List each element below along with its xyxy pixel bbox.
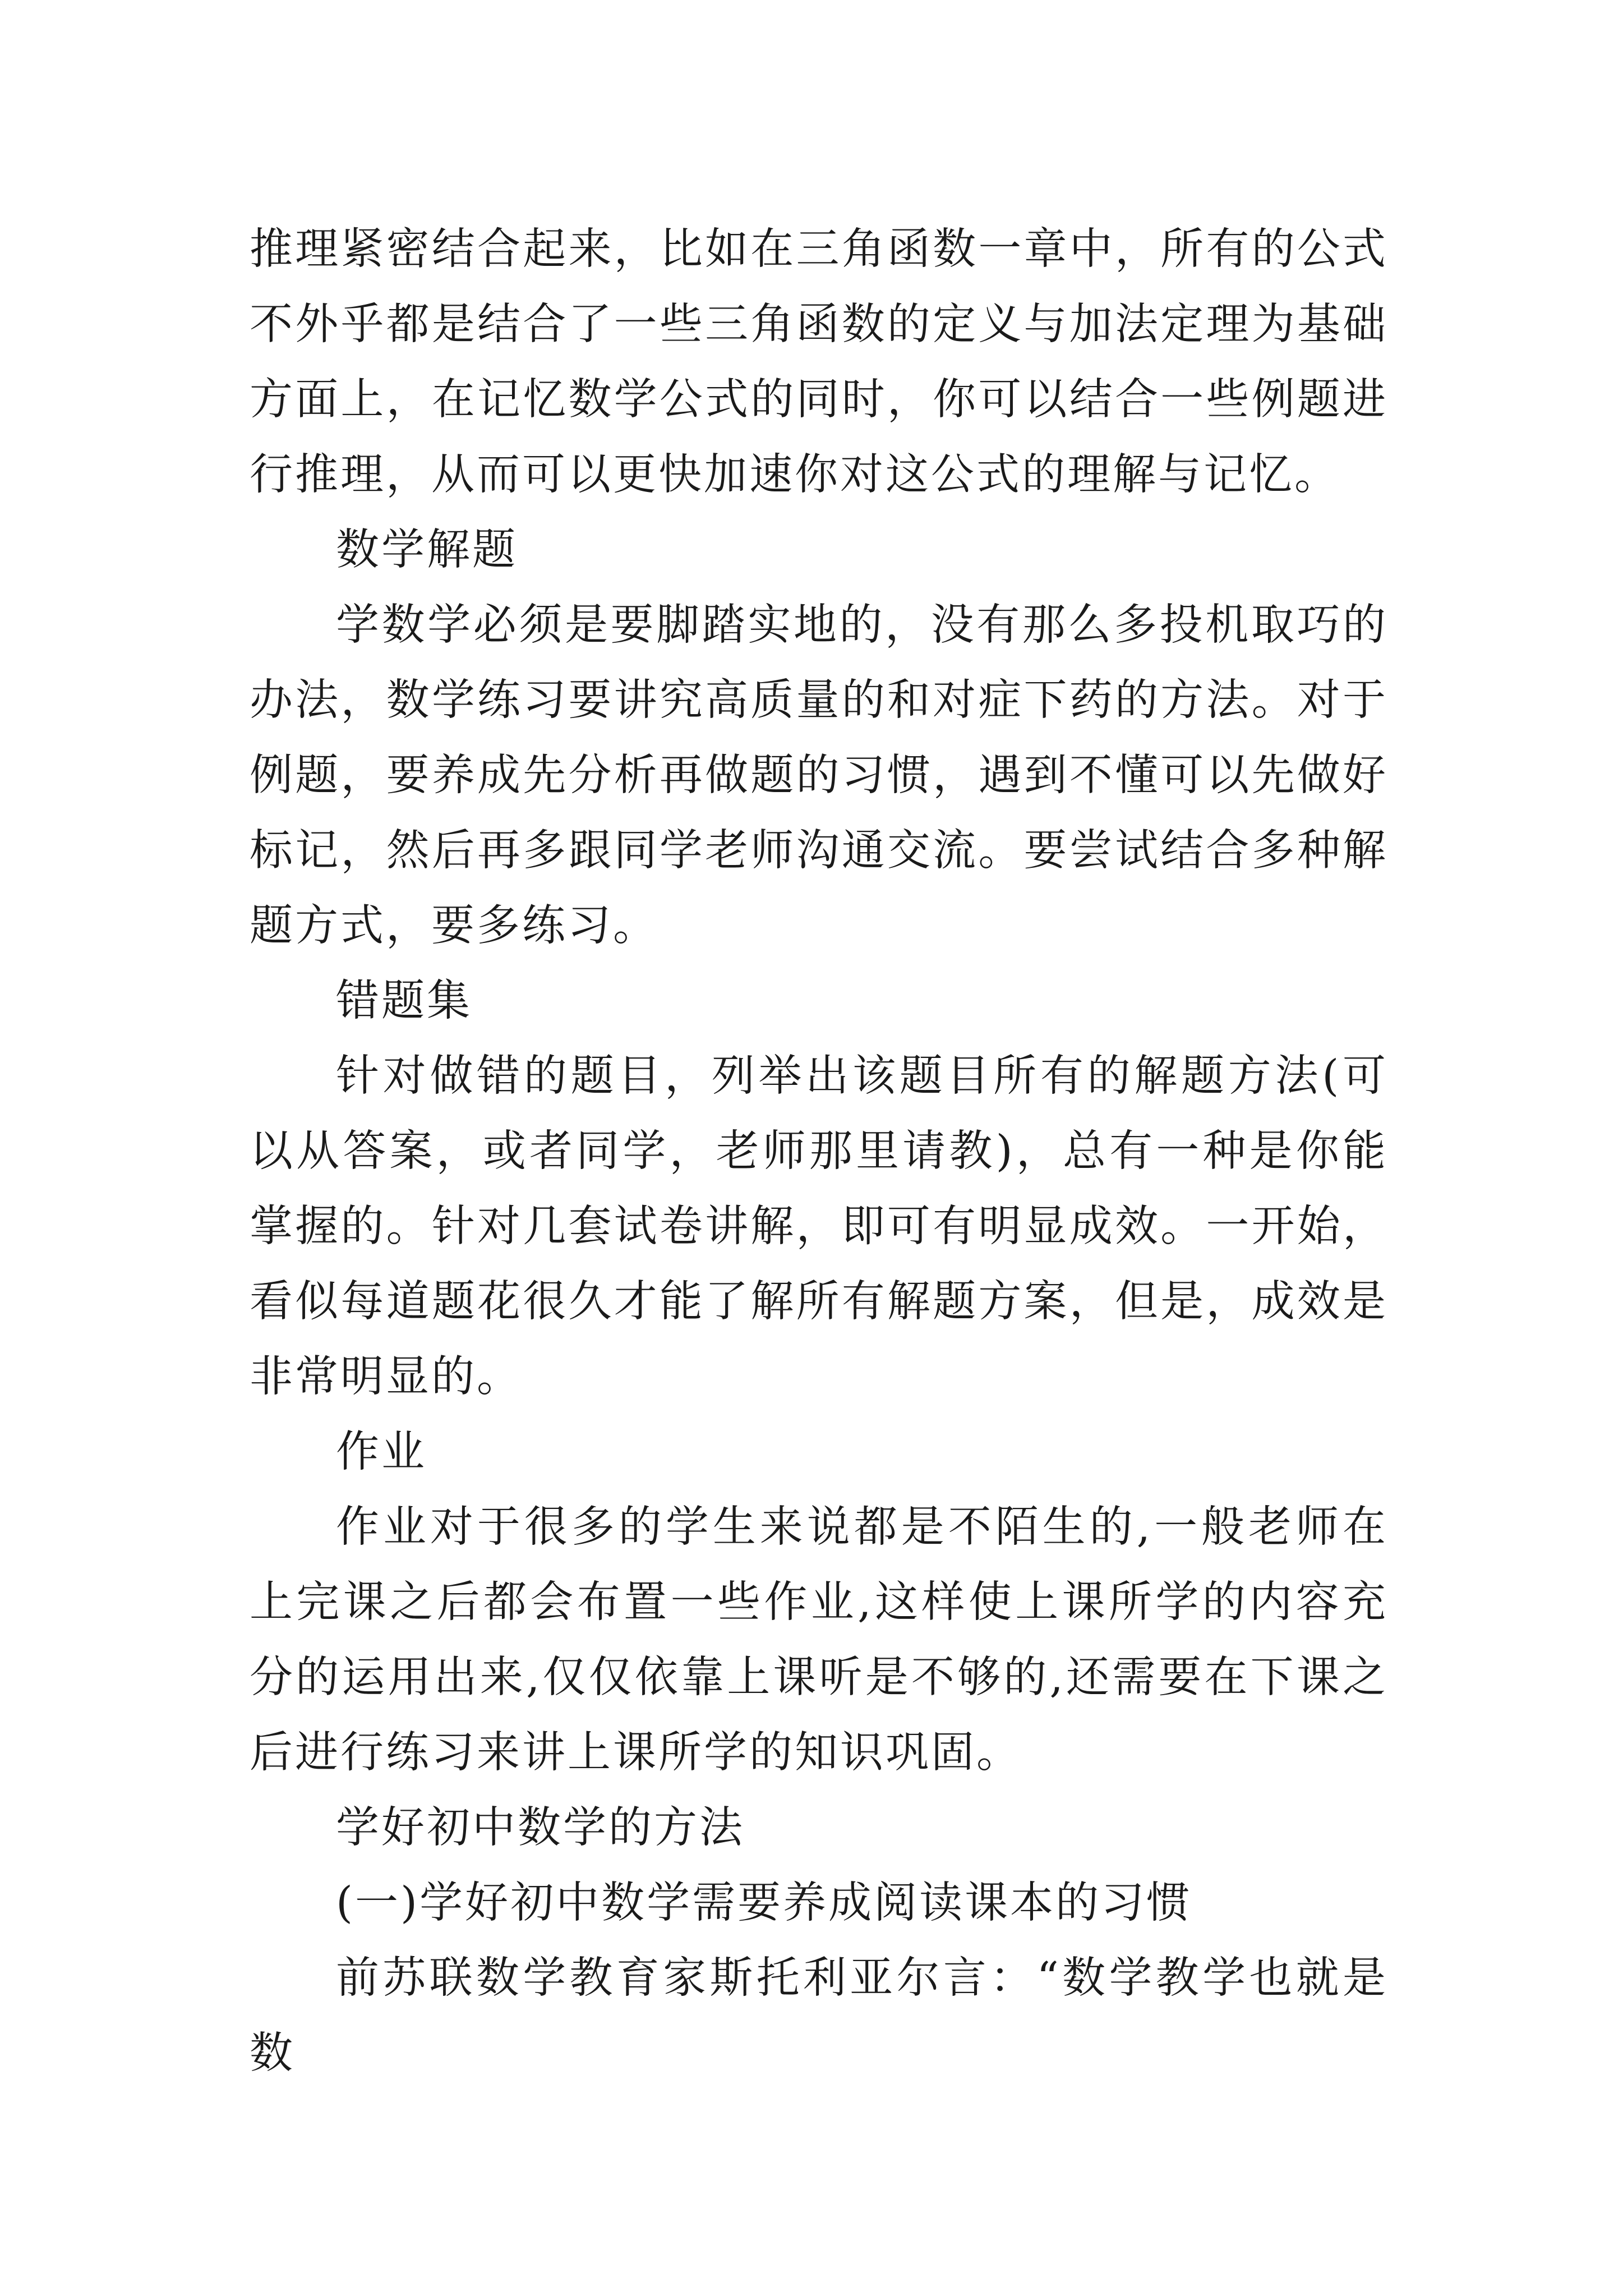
paragraph-error-collection: 针对做错的题目，列举出该题目所有的解题方法(可以从答案，或者同学，老师那里请教)，总有一种是你能掌握的。针对几套试卷讲解，即可有明显成效。一开始，看似每道题花很久才能了解所有解题方案，但是，成效是非常明显的。 — [250, 1051, 1388, 1402]
document-body — [250, 212, 1388, 2091]
paragraph-problem-solving: 学数学必须是要脚踏实地的，没有那么多投机取巧的办法，数学练习要讲究高质量的和对症下药的方法。对于例题，要养成先分析再做题的习惯，遇到不懂可以先做好标记，然后再多跟同学老师沟通交流。要尝试结合多种解题方式，要多练习。 — [250, 600, 1388, 951]
heading-error-collection: 错题集 — [336, 976, 472, 1026]
paragraph-homework: 作业对于很多的学生来说都是不陌生的,一般老师在上完课之后都会布置一些作业,这样使上课所学的内容充分的运用出来,仅仅依靠上课听是不够的,还需要在下课之后进行练习来讲上课所学的知识巩固。 — [250, 1502, 1388, 1778]
paragraph-quote-start: 前苏联数学教育家斯托利亚尔言：“数学教学也就是数 — [250, 1953, 1388, 2078]
heading-math-problem-solving: 数学解题 — [336, 525, 518, 575]
heading-homework: 作业 — [336, 1427, 427, 1477]
paragraph-formula-memory: 推理紧密结合起来，比如在三角函数一章中，所有的公式不外乎都是结合了一些三角函数的定义与加法定理为基础方面上，在记忆数学公式的同时，你可以结合一些例题进行推理，从而可以更快加速你对这公式的理解与记忆。 — [250, 224, 1388, 500]
heading-study-methods: 学好初中数学的方法 — [336, 1803, 745, 1853]
heading-reading-habit: (一)学好初中数学需要养成阅读课本的习惯 — [336, 1878, 1192, 1928]
